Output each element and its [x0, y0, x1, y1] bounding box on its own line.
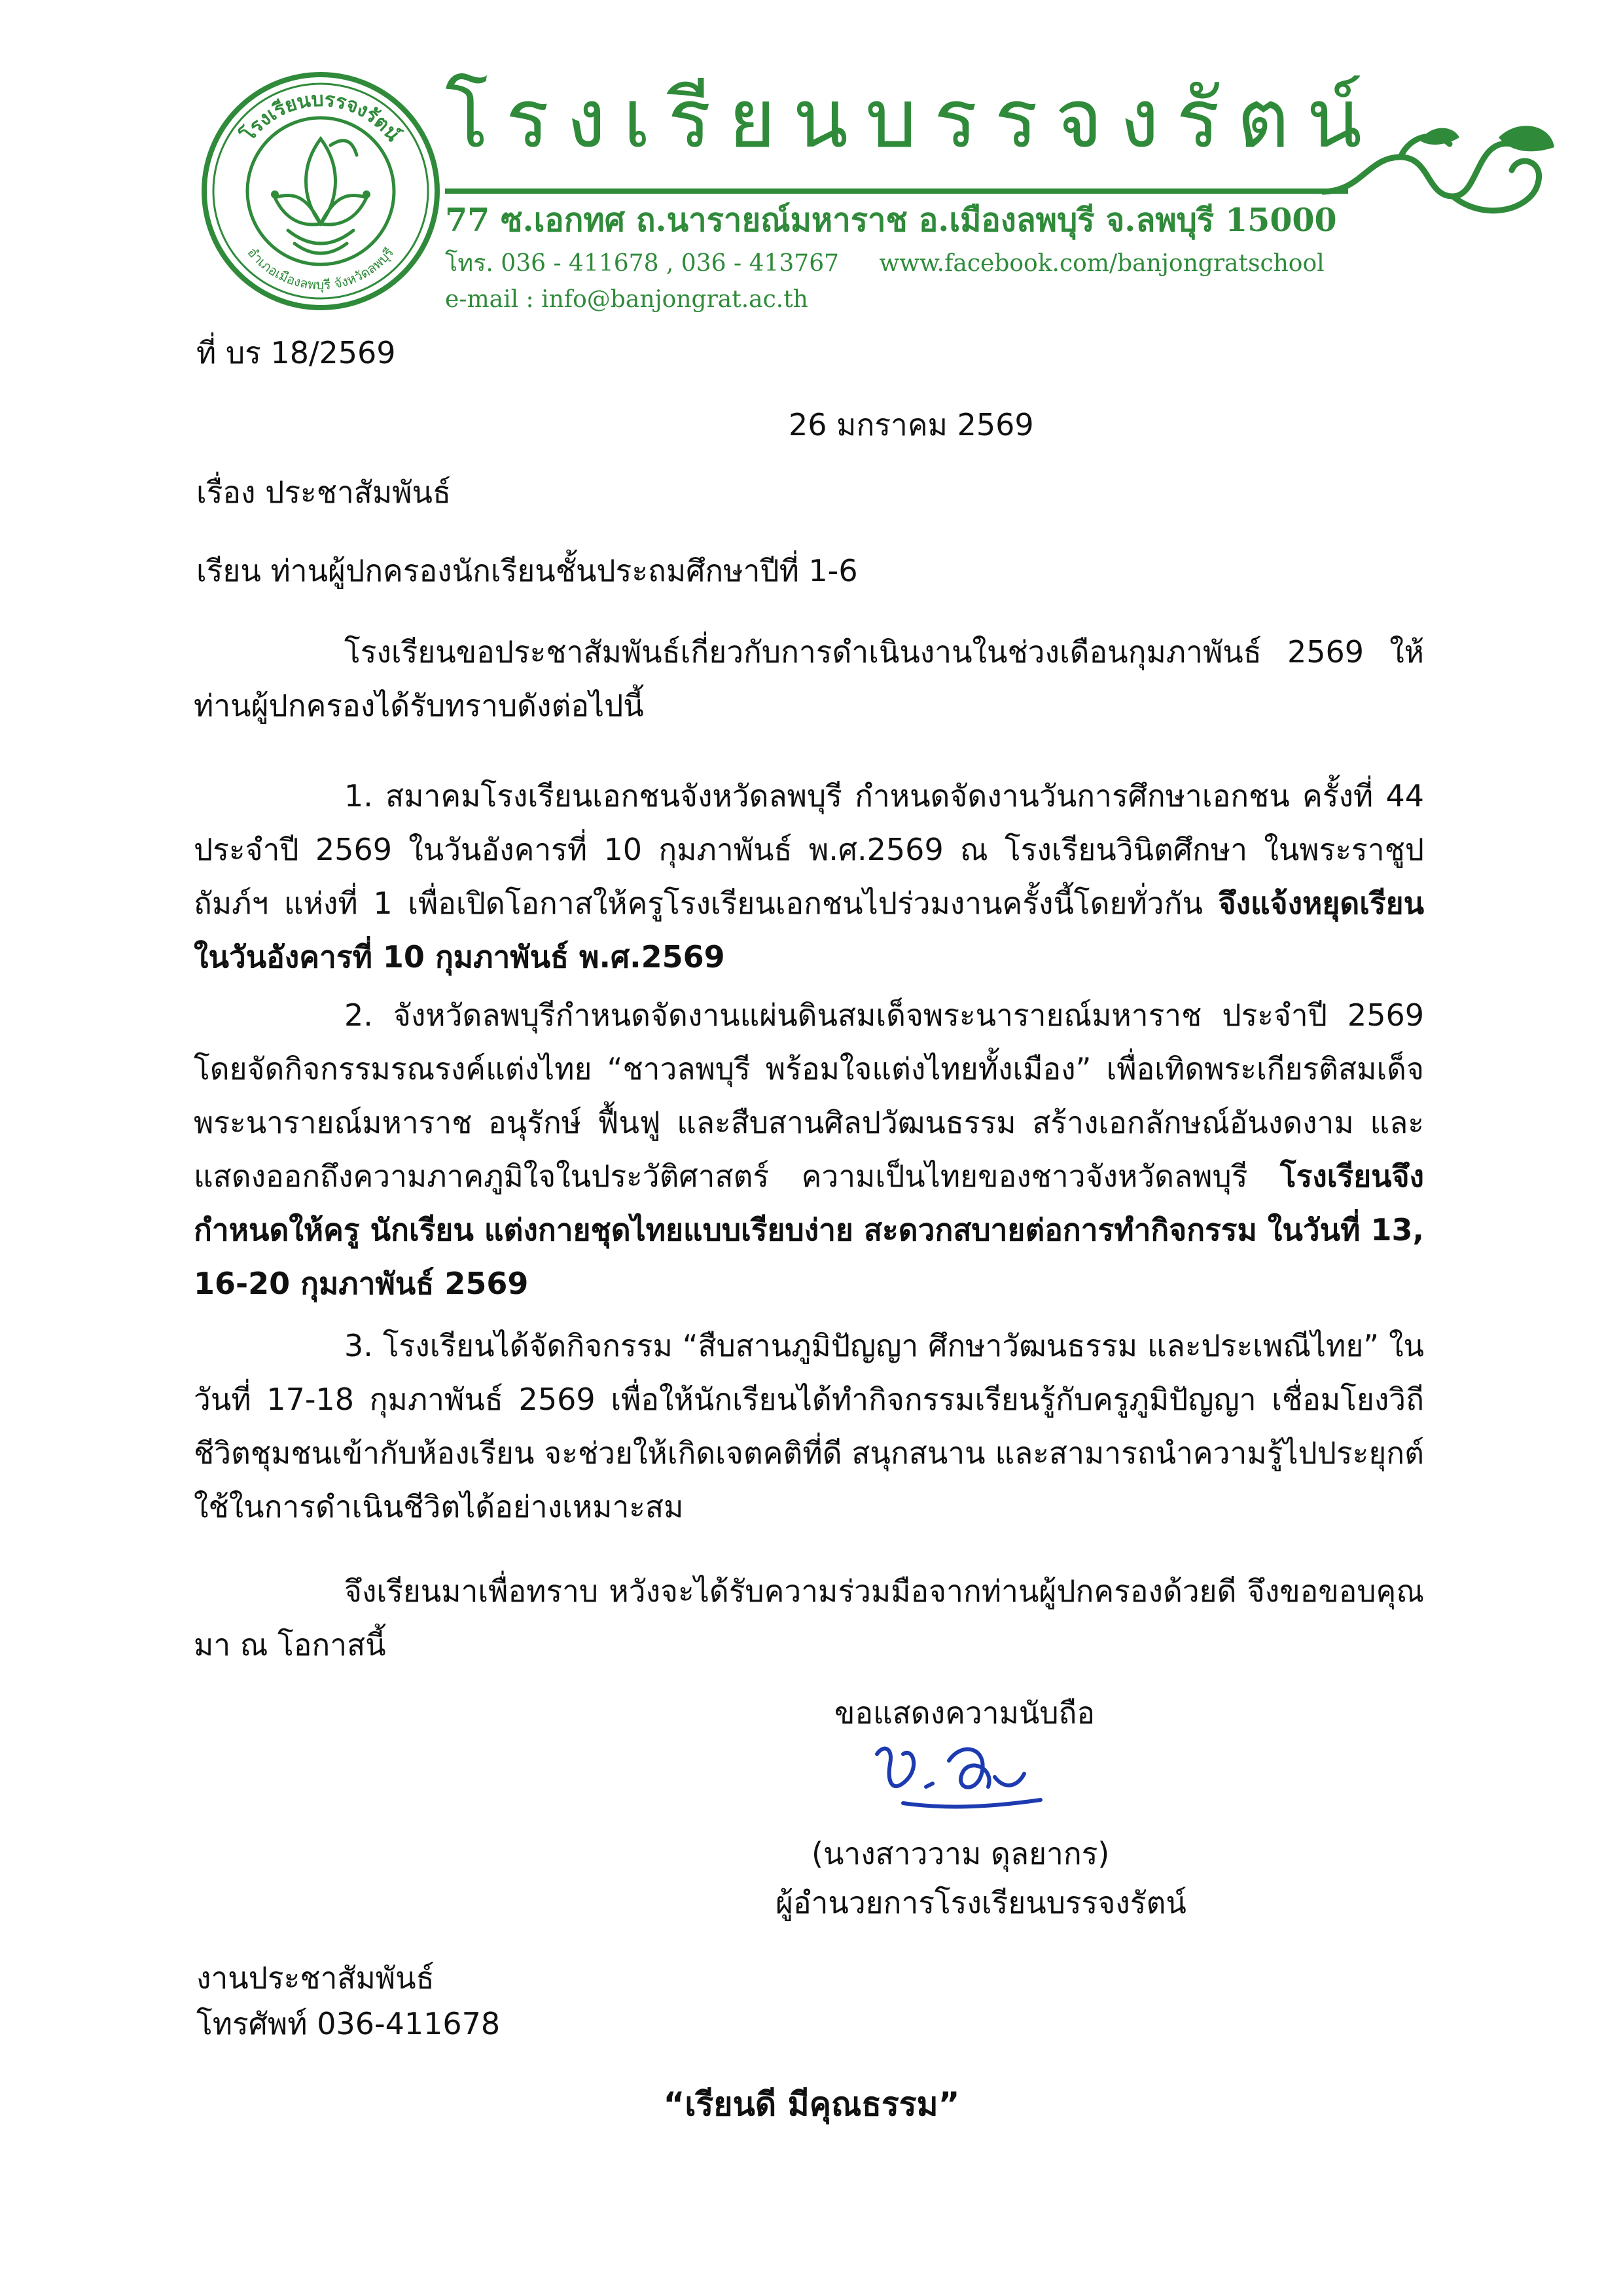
- regards-text: ขอแสดงความนับถือ: [834, 1695, 1096, 1731]
- svg-text:อำเภอเมืองลพบุรี จังหวัดลพบุรี: อำเภอเมืองลพบุรี จังหวัดลพบุรี: [244, 244, 397, 293]
- letterhead: [190, 59, 1433, 321]
- school-email[interactable]: e-mail : info@banjongrat.ac.th: [445, 286, 808, 313]
- vine-ornament-icon: [1322, 98, 1571, 255]
- letter-subject: เรื่อง ประชาสัมพันธ์: [196, 475, 452, 510]
- school-seal-icon: [196, 67, 445, 315]
- item-2-text: 2. จังหวัดลพบุรีกำหนดจัดงานแผ่นดินสมเด็จพระนารายณ์มหาราช ประจำปี 2569 โดยจัดกิจกรรมรณรงค์แต่งไทย “ชาวลพบุรี พร้อมใจแต่งไทยทั้งเมือง” เพื่อเทิดพระเกียรติสมเด็จพระนารายณ์มหาราช อนุรักษ์ ฟื้นฟู และสืบสานศิลปวัฒนธรรม สร้างเอกลักษณ์อันงดงาม และแสดงออกถึงความภาคภูมิใจในประวัติศาสตร์ ความเป็นไทยของชาวจังหวัดลพบุรี: [194, 997, 1424, 1194]
- item-1-paragraph: [194, 769, 1424, 984]
- department-phone: โทรศัพท์ 036-411678: [196, 2006, 501, 2041]
- item-1-text: 1. สมาคมโรงเรียนเอกชนจังหวัดลพบุรี กำหนดจัดงานวันการศึกษาเอกชน ครั้งที่ 44 ประจำปี 2569 ในวันอังคารที่ 10 กุมภาพันธ์ พ.ศ.2569 ณ โรงเรียนวินิตศึกษา ในพระราชูปถัมภ์ฯ แห่งที่ 1 เพื่อเปิดโอกาสให้ครูโรงเรียนเอกชนไปร่วมงานครั้งนี้โดยทั่วกัน: [194, 778, 1424, 921]
- school-name: โรงเรียนบรรจงรัตน์: [445, 72, 1380, 166]
- letter-date: 26 มกราคม 2569: [789, 407, 1034, 442]
- letterhead-rule: [445, 188, 1348, 194]
- signer-name: (นางสาววาม ดุลยากร): [812, 1836, 1110, 1871]
- svg-text:โรงเรียนบรรจงรัตน์: โรงเรียนบรรจงรัตน์: [236, 88, 405, 146]
- signature-image: [864, 1728, 1047, 1813]
- letter-recipient: เรียน ท่านผู้ปกครองนักเรียนชั้นประถมศึกษาปีที่ 1-6: [196, 553, 858, 588]
- school-motto: “เรียนดี มีคุณธรรม”: [663, 2085, 960, 2123]
- item-3-paragraph: 3. โรงเรียนได้จัดกิจกรรม “สืบสานภูมิปัญญา ศึกษาวัฒนธรรม และประเพณีไทย” ในวันที่ 17-18 กุมภาพันธ์ 2569 เพื่อให้นักเรียนได้ทำกิจกรรมเรียนรู้กับครูภูมิปัญญา เชื่อมโยงวิถีชีวิตชุมชนเข้ากับห้องเรียน จะช่วยให้เกิดเจตคติที่ดี สนุกสนาน และสามารถนำความรู้ไปประยุกต์ใช้ในการดำเนินชีวิตได้อย่างเหมาะสม: [194, 1328, 1424, 1524]
- school-address: 77 ซ.เอกทศ ถ.นารายณ์มหาราช อ.เมืองลพบุรี จ.ลพบุรี 15000: [445, 201, 1337, 239]
- item-2-highlight: โรงเรียนจึงกำหนดให้ครู นักเรียน แต่งกายชุดไทยแบบเรียบง่าย สะดวกสบายต่อการทำกิจกรรม ในวันที่ 13, 16-20 กุมภาพันธ์ 2569: [194, 1158, 1425, 1301]
- school-phone: โทร. 036 - 411678 , 036 - 413767: [445, 250, 839, 277]
- item-2-paragraph: [194, 988, 1424, 1310]
- signer-title: ผู้อำนวยการโรงเรียนบรรจงรัตน์: [776, 1885, 1186, 1920]
- reference-number: ที่ บร 18/2569: [196, 335, 396, 370]
- intro-paragraph: โรงเรียนขอประชาสัมพันธ์เกี่ยวกับการดำเนินงานในช่วงเดือนกุมภาพันธ์ 2569 ให้ท่านผู้ปกครองได้รับทราบดังต่อไปนี้: [194, 634, 1424, 723]
- department-name: งานประชาสัมพันธ์: [196, 1960, 435, 1996]
- closing-paragraph: จึงเรียนมาเพื่อทราบ หวังจะได้รับความร่วมมือจากท่านผู้ปกครองด้วยดี จึงขอขอบคุณมา ณ โอกาสนี้: [194, 1573, 1424, 1662]
- school-facebook-link[interactable]: www.facebook.com/banjongratschool: [879, 250, 1325, 277]
- school-contact: [445, 252, 1325, 276]
- item-1-highlight: จึงแจ้งหยุดเรียนในวันอังคารที่ 10 กุมภาพันธ์ พ.ศ.2569: [194, 886, 1425, 975]
